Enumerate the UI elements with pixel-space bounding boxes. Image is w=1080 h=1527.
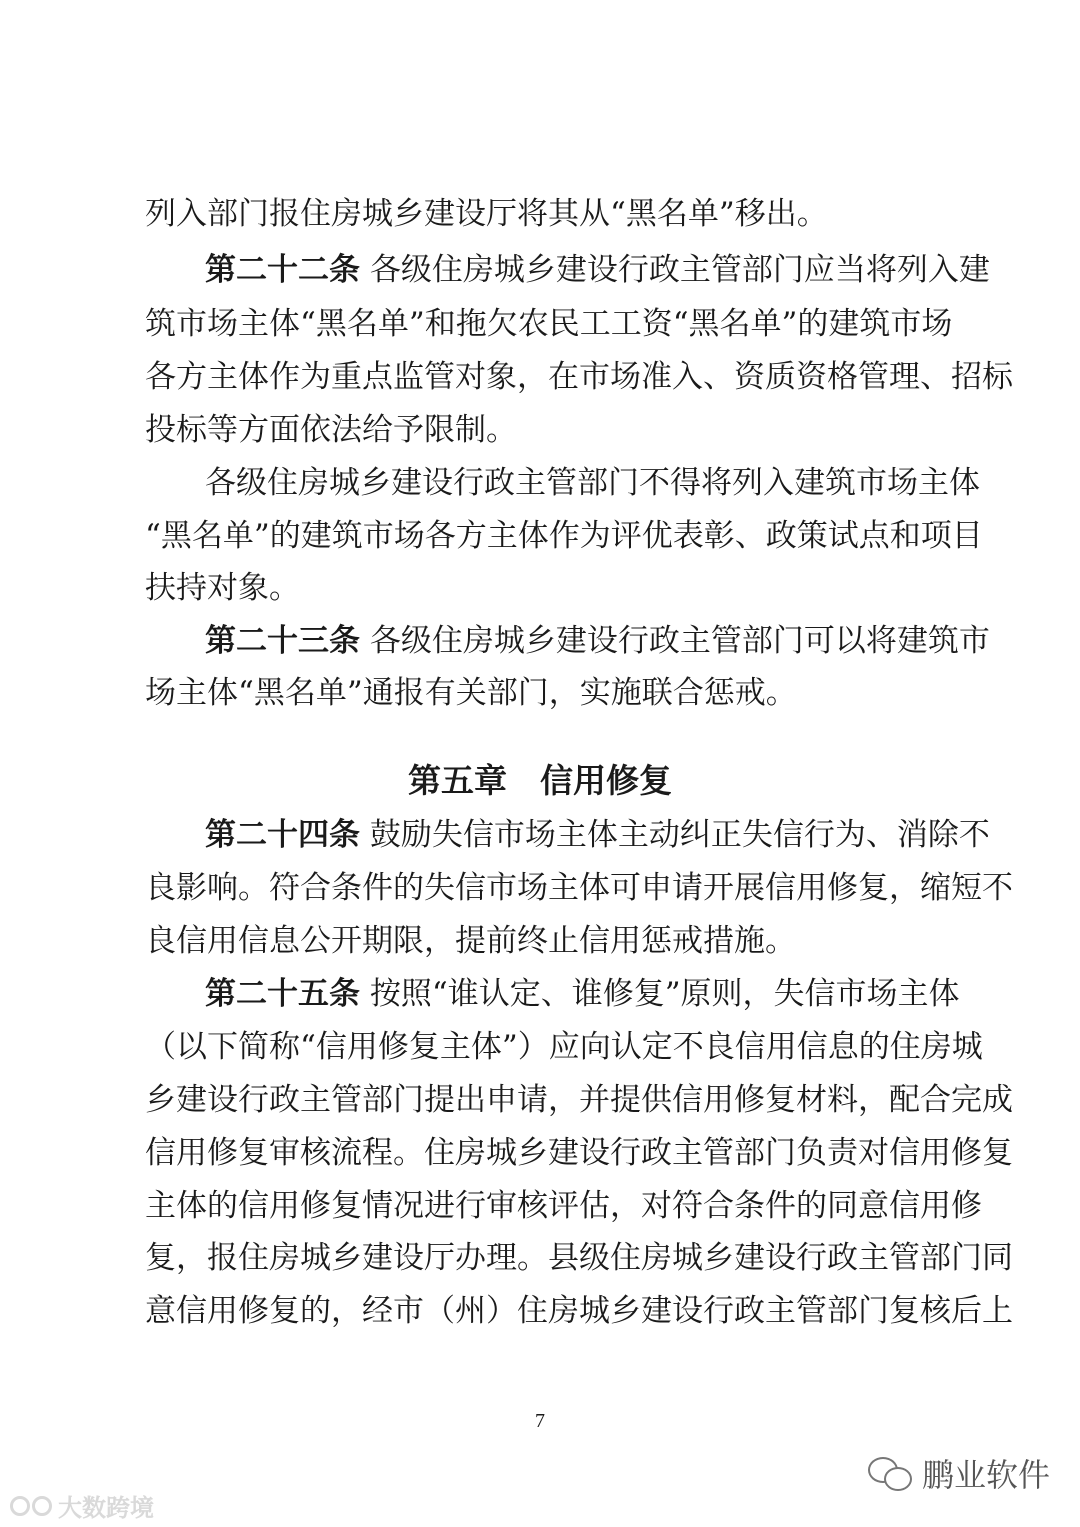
paragraph-line: 复，报住房城乡建设厅办理。县级住房城乡建设行政主管部门同 — [145, 1240, 1013, 1276]
article-number: 第二十五条 — [205, 976, 360, 1012]
paragraph-line: 意信用修复的，经市（州）住房城乡建设行政主管部门复核后上 — [145, 1293, 1013, 1329]
watermark-right — [868, 1450, 1050, 1496]
article-24-heading-line: 第二十四条 鼓励失信市场主体主动纠正失信行为、消除不 — [205, 817, 990, 853]
wechat-icon — [868, 1455, 912, 1491]
article-number: 第二十四条 — [205, 817, 360, 853]
paragraph-line: “黑名单”的建筑市场各方主体作为评优表彰、政策试点和项目 — [145, 518, 983, 554]
watermark-left-text: 大数跨境 — [58, 1494, 154, 1522]
paragraph-line: 良信用信息公开期限，提前终止信用惩戒措施。 — [145, 923, 796, 959]
watermark-circles-icon — [10, 1496, 52, 1516]
paragraph-line: （以下简称“信用修复主体”）应向认定不良信用信息的住房城 — [145, 1029, 983, 1065]
paragraph-line: 信用修复审核流程。住房城乡建设行政主管部门负责对信用修复 — [145, 1135, 1013, 1171]
article-22-heading-line: 第二十二条 各级住房城乡建设行政主管部门应当将列入建 — [205, 252, 990, 288]
watermark-right-text: 鹏业软件 — [921, 1456, 1050, 1494]
paragraph-line: 乡建设行政主管部门提出申请，并提供信用修复材料，配合完成 — [145, 1082, 1013, 1118]
chapter-title: 第五章 信用修复 — [408, 761, 672, 800]
paragraph-line: 良影响。符合条件的失信市场主体可申请开展信用修复，缩短不 — [145, 870, 1013, 906]
paragraph-line: 扶持对象。 — [145, 570, 300, 606]
article-25-heading-line: 第二十五条 按照“谁认定、谁修复”原则，失信市场主体 — [205, 976, 960, 1012]
paragraph-line: 筑市场主体“黑名单”和拖欠农民工工资“黑名单”的建筑市场 — [145, 306, 953, 342]
paragraph-line: 场主体“黑名单”通报有关部门，实施联合惩戒。 — [145, 675, 797, 711]
article-number: 第二十二条 — [205, 252, 360, 288]
paragraph-line: 各级住房城乡建设行政主管部门不得将列入建筑市场主体 — [205, 465, 980, 501]
watermark-left — [10, 1488, 154, 1523]
article-number: 第二十三条 — [205, 623, 360, 659]
paragraph-line: 投标等方面依法给予限制。 — [145, 412, 517, 448]
paragraph-line: 列入部门报住房城乡建设厅将其从“黑名单”移出。 — [145, 196, 828, 232]
page-number: 7 — [535, 1410, 545, 1432]
paragraph-line: 主体的信用修复情况进行审核评估，对符合条件的同意信用修 — [145, 1188, 982, 1224]
article-23-heading-line: 第二十三条 各级住房城乡建设行政主管部门可以将建筑市 — [205, 623, 990, 659]
paragraph-line: 各方主体作为重点监管对象，在市场准入、资质资格管理、招标 — [145, 359, 1013, 395]
